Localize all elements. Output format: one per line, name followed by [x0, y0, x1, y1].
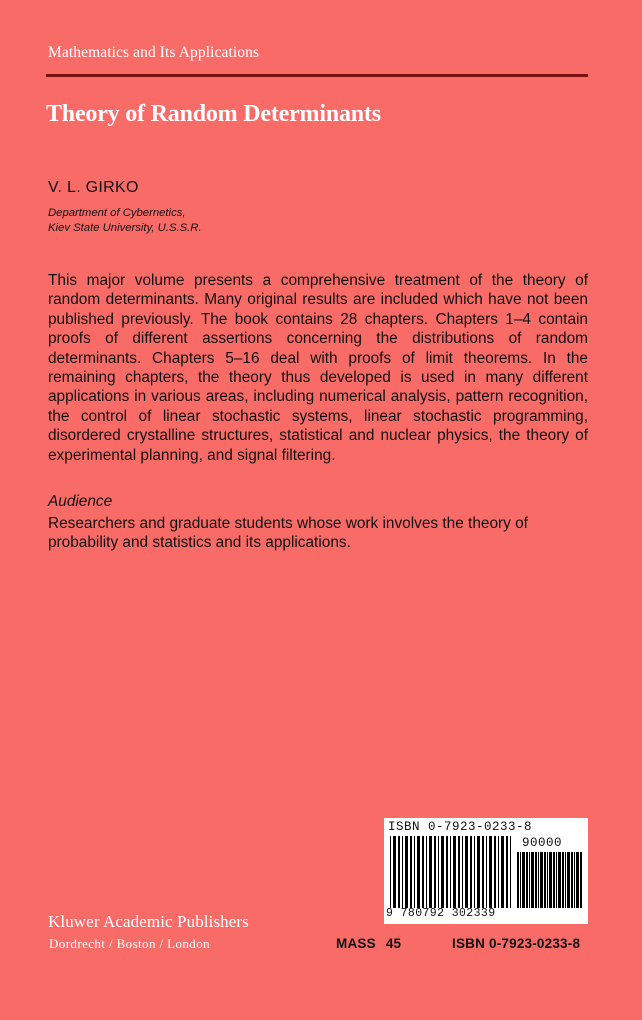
- barcode-addon-number: 90000: [522, 836, 563, 850]
- mass-label: MASS: [336, 936, 376, 951]
- barcode-ean-number: 9 780792 302339: [386, 907, 496, 920]
- addon-barcode: [517, 852, 583, 908]
- audience-heading: Audience: [48, 493, 113, 510]
- author-affiliation: [48, 206, 202, 235]
- publisher-name: Kluwer Academic Publishers: [48, 912, 249, 931]
- series-title: Mathematics and Its Applications: [48, 44, 260, 61]
- publisher-cities: Dordrecht / Boston / London: [49, 936, 211, 951]
- header-rule: [46, 74, 588, 77]
- mass-value: 45: [385, 936, 402, 951]
- audience-text: Researchers and graduate students whose work involves the theory of probability and statistics and its applications.: [48, 515, 528, 552]
- barcode-isbn-text: ISBN 0-7923-0233-8: [388, 820, 533, 834]
- barcode-label: [384, 818, 588, 924]
- mass-number: [336, 936, 401, 951]
- book-description: This major volume presents a comprehensive treatment of the theory of random determinants. Many original results are included which have not been published previously. The book contains 28 chapters. Chapters 1–4 contain proofs of different assertions concerning the distributions of random determinants. Chapters 5–16 deal with proofs of limit theorems. In the remaining chapters, the theory thus developed is used in many different applications in various areas, including numerical analysis, pattern recognition, the control of linear stochastic systems, linear stochastic programming, disordered crystalline structures, statistical and nuclear physics, the theory of experimental planning, and signal filtering.: [48, 272, 588, 464]
- affiliation-line-2: Kiev State University, U.S.S.R.: [48, 221, 202, 234]
- ean-barcode: [390, 836, 515, 908]
- affiliation-line-1: Department of Cybernetics,: [48, 207, 186, 219]
- book-title: Theory of Random Determinants: [46, 101, 381, 127]
- footer-isbn: ISBN 0-7923-0233-8: [452, 936, 581, 951]
- author-name: V. L. GIRKO: [48, 179, 139, 196]
